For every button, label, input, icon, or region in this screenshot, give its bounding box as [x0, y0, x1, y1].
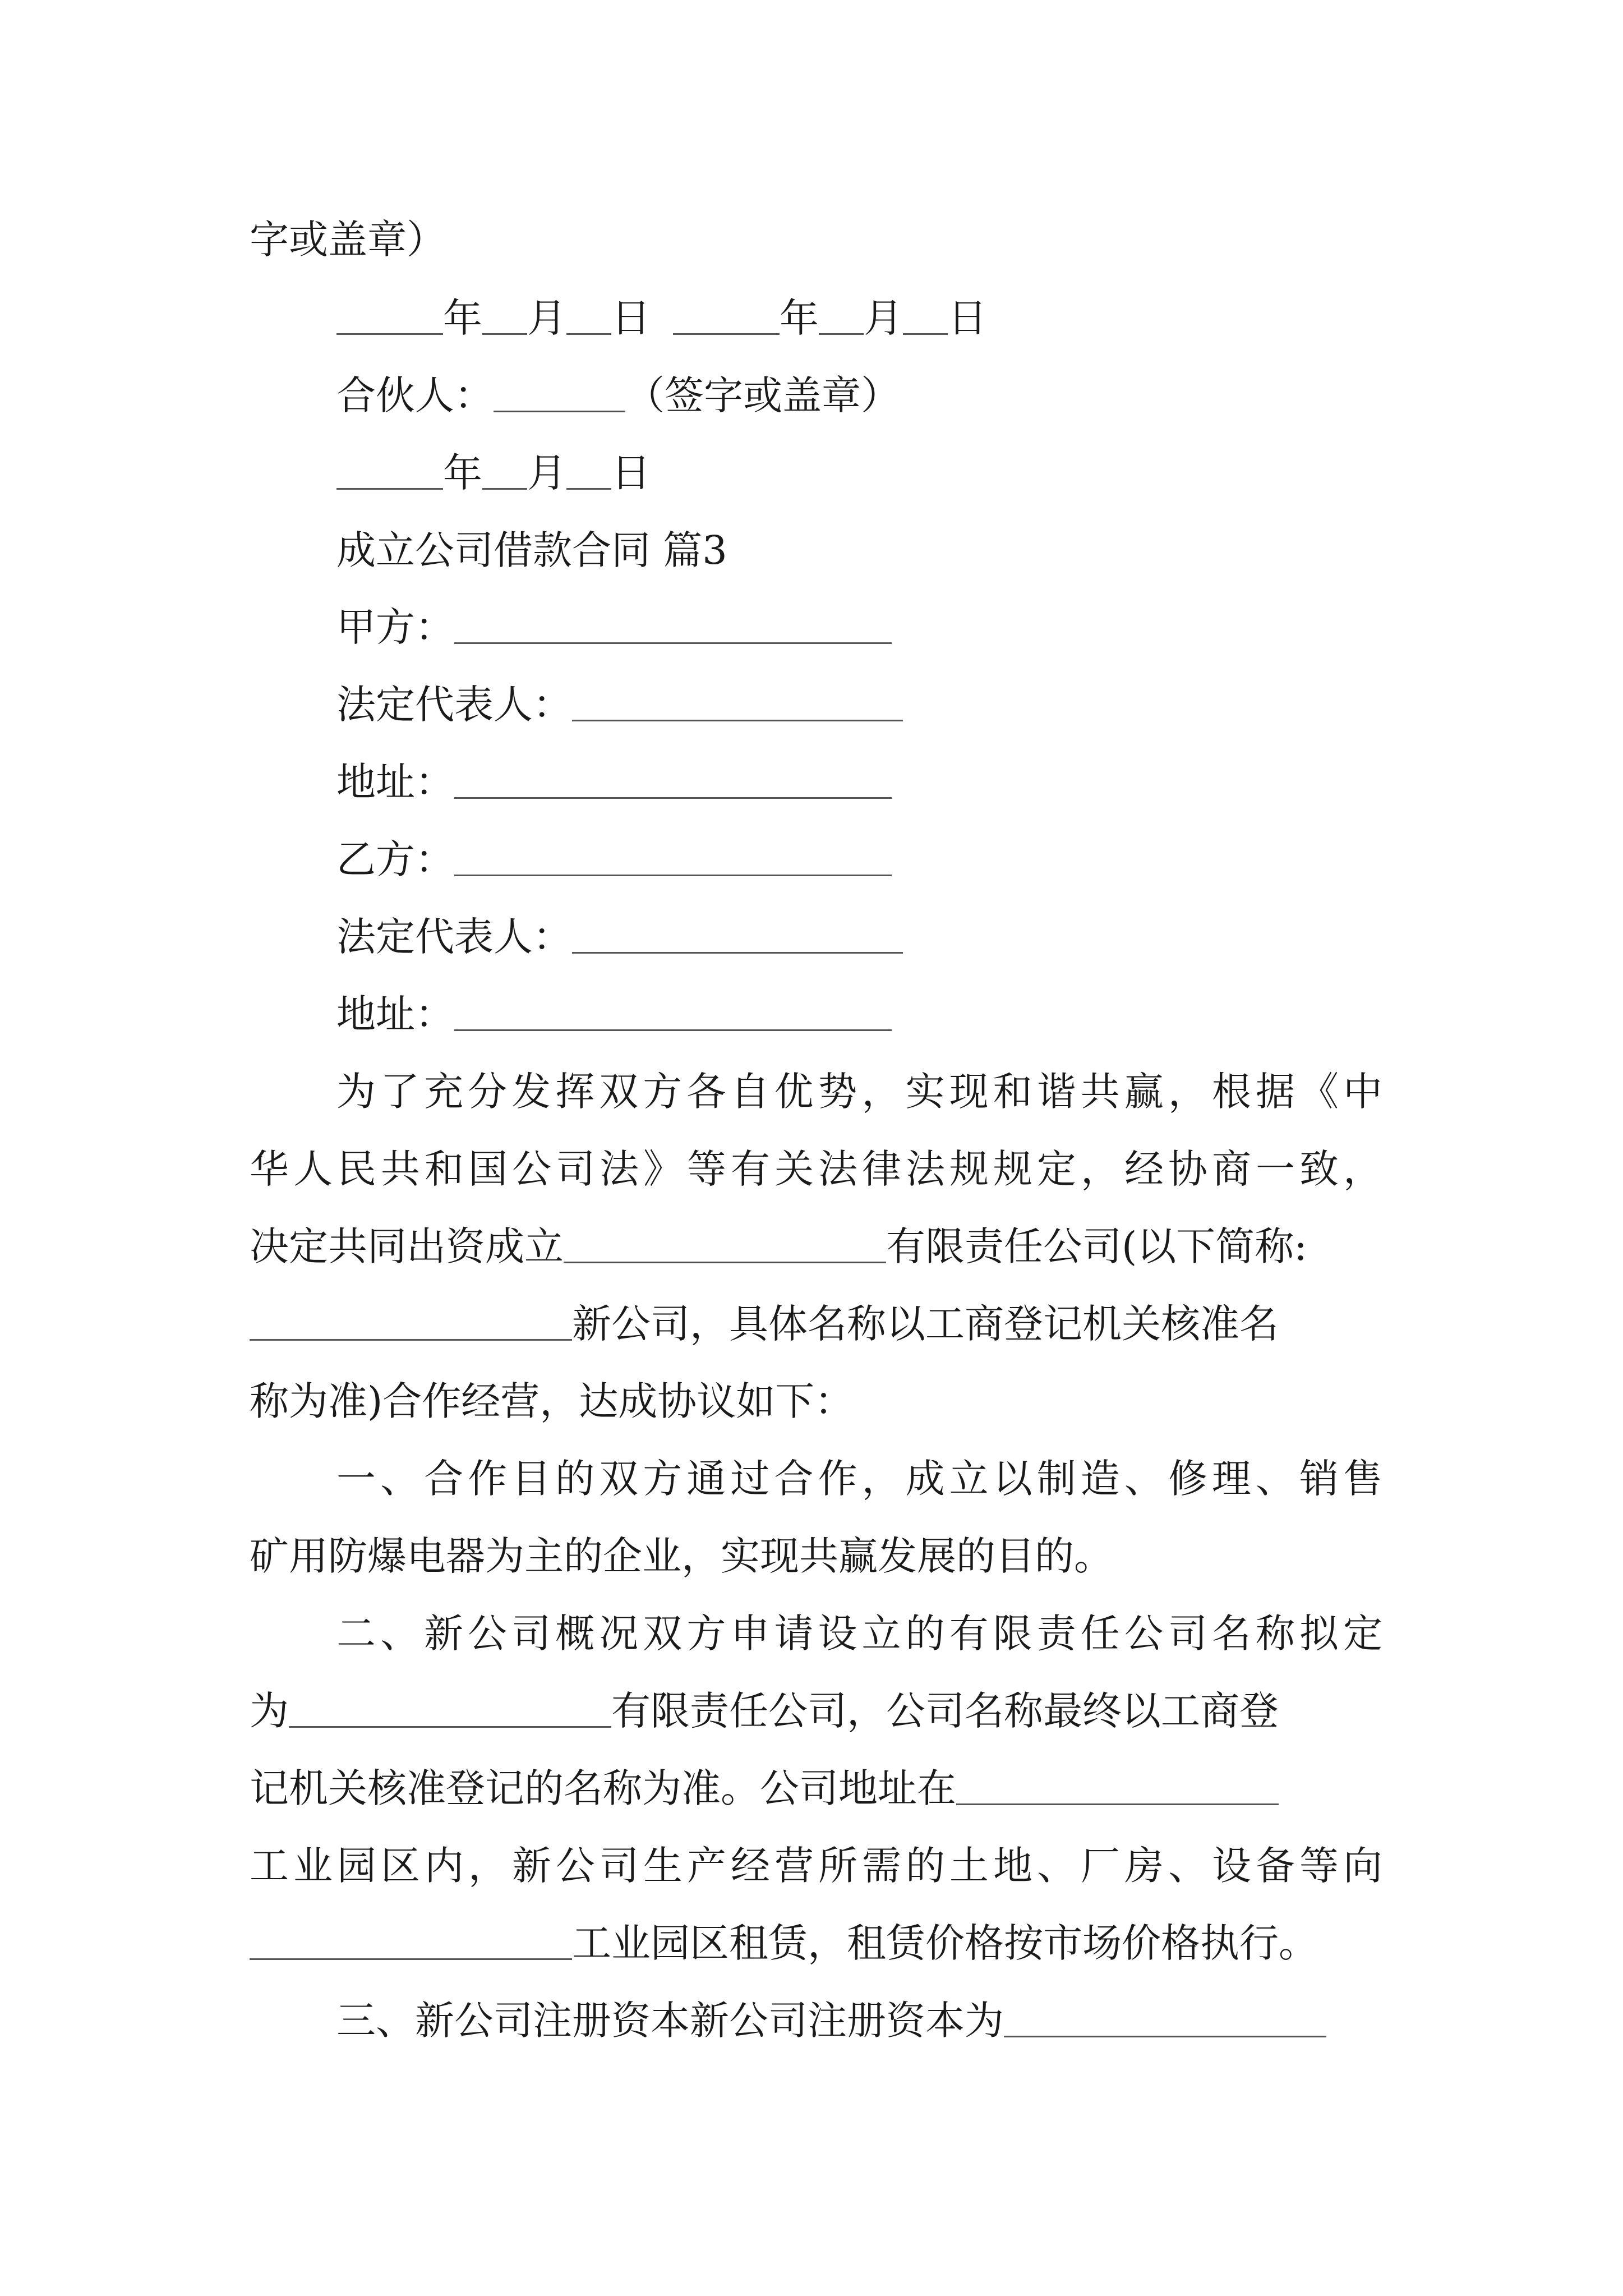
text: 乙方： — [336, 836, 454, 882]
text: 日 — [611, 295, 651, 341]
section-heading — [336, 527, 727, 573]
blank-field — [289, 1726, 611, 1728]
blank-field — [250, 1339, 572, 1341]
field-party-a — [336, 604, 892, 650]
blank-field — [956, 1803, 1279, 1805]
blank-field — [482, 333, 527, 335]
paragraph-line — [336, 1069, 1382, 1115]
blank-field — [482, 488, 527, 490]
text: 月 — [527, 295, 566, 341]
blank-field — [572, 720, 903, 721]
blank-field — [454, 875, 892, 876]
text: 二、新公司概况双方申请设立的有限责任公司名称拟定 — [336, 1611, 1382, 1657]
text: 称为准)合作经营，达成协议如下： — [250, 1378, 854, 1424]
paragraph-line — [250, 1688, 1279, 1734]
text: 决定共同出资成立 — [250, 1223, 564, 1269]
paragraph-line — [336, 1998, 1326, 2044]
paragraph-line — [250, 1843, 1382, 1889]
date-line — [336, 295, 987, 341]
text: 为 — [250, 1688, 289, 1734]
blank-field — [454, 642, 892, 644]
paragraph-line — [250, 1533, 1113, 1579]
text: 日 — [948, 295, 987, 341]
text: （签字或盖章） — [625, 372, 900, 418]
field-legal-representative — [336, 914, 903, 960]
partner-signature-line — [336, 372, 900, 418]
blank-field — [454, 797, 892, 799]
text: 一、合作目的双方通过合作，成立以制造、修理、销售 — [336, 1456, 1382, 1502]
blank-field — [819, 333, 864, 335]
blank-field — [454, 1029, 892, 1031]
text: 为了充分发挥双方各自优势，实现和谐共赢，根据《中 — [336, 1069, 1382, 1115]
field-legal-representative — [336, 682, 903, 728]
text: 地址： — [336, 759, 454, 805]
text: 三、新公司注册资本新公司注册资本为 — [336, 1998, 1004, 2044]
paragraph-line — [250, 1378, 854, 1424]
blank-field — [336, 333, 443, 335]
text: 地址： — [336, 991, 454, 1037]
blank-field — [566, 333, 611, 335]
text: 年 — [443, 295, 482, 341]
field-party-b — [336, 836, 892, 882]
text: 记机关核准登记的名称为准。公司地址在 — [250, 1765, 956, 1811]
text: 成立公司借款合同 篇3 — [336, 527, 727, 573]
text: 年 — [443, 450, 482, 496]
text: 日 — [611, 450, 651, 496]
blank-field — [903, 333, 948, 335]
blank-field — [250, 1958, 572, 1960]
text: 矿用防爆电器为主的企业，实现共赢发展的目的。 — [250, 1533, 1113, 1579]
blank-field — [673, 333, 780, 335]
paragraph-line — [250, 1146, 1382, 1192]
paragraph-line — [250, 1223, 1307, 1269]
text: 工业园区租赁，租赁价格按市场价格执行。 — [572, 1920, 1318, 1966]
paragraph-line — [250, 1765, 1279, 1811]
blank-field — [566, 488, 611, 490]
text-line — [250, 217, 446, 263]
field-address — [336, 759, 892, 805]
text: 有限责任公司，公司名称最终以工商登 — [611, 1688, 1279, 1734]
blank-field — [1004, 2036, 1326, 2037]
text: 月 — [527, 450, 566, 496]
text: 字或盖章） — [250, 217, 446, 263]
text: 月 — [864, 295, 903, 341]
text: 合伙人： — [336, 372, 494, 418]
text: 法定代表人： — [336, 682, 572, 728]
blank-field — [494, 411, 625, 412]
text: 新公司，具体名称以工商登记机关核准名 — [572, 1301, 1279, 1347]
text: 甲方： — [336, 604, 454, 650]
blank-field — [336, 488, 443, 490]
text: 工业园区内，新公司生产经营所需的土地、厂房、设备等向 — [250, 1843, 1382, 1889]
paragraph-line — [250, 1301, 1279, 1347]
text: 有限责任公司(以下简称: — [886, 1223, 1307, 1269]
blank-field — [572, 952, 903, 954]
text: 法定代表人： — [336, 914, 572, 960]
text: 华人民共和国公司法》等有关法律法规规定，经协商一致， — [250, 1146, 1382, 1192]
blank-field — [564, 1262, 886, 1263]
paragraph-line — [336, 1456, 1382, 1502]
text: 年 — [780, 295, 819, 341]
date-line — [336, 450, 651, 496]
field-address — [336, 991, 892, 1037]
paragraph-line — [336, 1611, 1382, 1657]
paragraph-line — [250, 1920, 1318, 1966]
